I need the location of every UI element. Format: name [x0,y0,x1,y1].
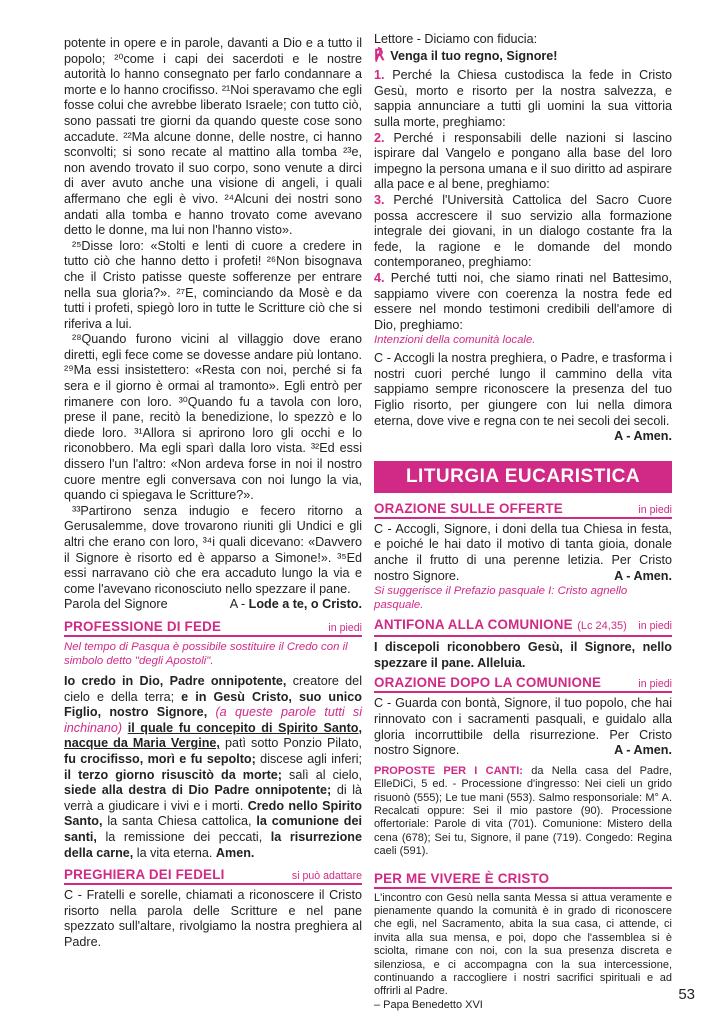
dopo-text: C - Guarda con bontà, Signore, il tuo popolo, che hai rinnovato con i sacramenti pasquali, e guidalo alla gloria incorruttibile della risurrezione. Per Cristo nostro Signore. [374,696,672,758]
section-title: ORAZIONE SULLE OFFERTE [374,500,563,516]
posture-note: in piedi [638,620,672,633]
credo-text: Io credo in Dio, Padre onnipotente, creatore del cielo e della terra; e in Gesù Cristo, suo unico Figlio, nostro Signore, (a queste parole tutti si inchinano) il quale fu concepito di Spirito Santo, nacque da Maria Vergine, patì sotto Ponzio Pilato, fu crocifisso, morì e fu sepolto; discese agli inferi; il terzo giorno risuscitò da morte; salì al cielo, siede alla destra di Dio Padre onnipotente; di là verrà a giudicare i vivi e i morti. Credo nello Spirito Santo, la santa Chiesa cattolica, la comunione dei santi, la remissione dei peccati, la risurrezione della carne, la vita eterna. Amen. [64,673,363,860]
section-title: ORAZIONE DOPO LA COMUNIONE [374,675,602,691]
dopo-comunione-heading [374,675,672,690]
parola-del-signore-row [64,597,362,613]
prefazio-note: Si suggerisce il Prefazio pasquale I: Cristo agnello pasquale. [374,585,628,612]
liturgia-eucaristica-banner: LITURGIA EUCARISTICA [374,461,672,493]
lettore-line: Lettore - Diciamo con fiducia: [374,32,538,46]
antifona-text: I discepoli riconobbero Gesù, il Signore, nello spezzare il pane. Alleluia. [374,640,672,670]
section-rule [374,691,672,693]
final-prayer: C - Accogli la nostra preghiera, o Padre, e trasforma i nostri cuori perché lungo il cammino della vita sappiamo sempre riconoscere la presenza del tuo Figlio risorto, per giungere con lui nella dimora eterna, dove vive e regna con te nei secoli dei secoli. [374,351,672,428]
section-rule [374,887,672,889]
intention-2: 2. Perché i responsabili delle nazioni si lascino ispirare dal Vangelo e pongano alla base del loro impegno la persona umana e il suo diritto ad aspirare alla pace e al bene, preghiamo: [374,130,672,192]
final-response: A - Amen. [614,429,672,444]
intention-3: 3. Perché l'Università Cattolica del Sacro Cuore possa accrescere il suo servizio alla formazione integrale dei giovani, in un dialogo costante fra la fede, la ragione e le domande del mondo contemporaneo, preghiamo: [374,192,673,270]
vivere-heading [374,871,672,886]
fedeli-heading [64,867,362,882]
posture-note: in piedi [638,503,672,516]
dopo-response: A - Amen. [614,743,672,758]
antifona-title-wrap: ANTIFONA ALLA COMUNIONE (Lc 24,35) [374,617,627,633]
intenzioni-note: Intenzioni della comunità locale. [374,334,536,347]
gospel-paragraph: ²⁸Quando furono vicini al villaggio dove erano diretti, egli fece come se dovesse andare più lontano. ²⁹Ma essi insistettero: «Resta con noi, perché si fa sera e il giorno è ormai al tramonto». Egli entrò per rimanere con loro. ³⁰Quando fu a tavola con loro, prese il pane, recitò la benedizione, lo spezzò e lo diede loro. ³¹Allora si aprirono loro gli occhi e lo riconobbero. Ma egli sparì dalla loro vista. ³²Ed essi dissero l'un l'altro: «Non ardeva forse in noi il nostro cuore mentre egli conversava con noi lungo la via, quando ci spiegava le Scritture?». [64,332,362,503]
offerte-heading [374,501,672,516]
professione-heading [64,619,362,634]
intention-4: 4. Perché tutti noi, che siamo rinati nel Battesimo, sappiamo vivere con coerenza la nostra fede ed essere nel mondo testimoni credibili dell'amore di Dio, preghiamo: [374,270,672,332]
vivere-author: – Papa Benedetto XVI [374,998,483,1011]
gospel-paragraph: ²⁵Disse loro: «Stolti e lenti di cuore a credere in tutto ciò che hanno detto i profeti! ²⁶Non bisognava che il Cristo patisse queste sofferenze per entrare nella sua gloria?». ²⁷E, cominciando da Mosè e da tutti i profeti, spiegò loro in tutte le Scritture ciò che si riferiva a lui. [64,238,362,331]
offerte-text: C - Accogli, Signore, i doni della tua Chiesa in festa, e poiché le hai dato il motivo di tanta gioia, donale anche il frutto di una perenne letizia. Per Cristo nostro Signore. [374,521,672,583]
intention-1: 1. Perché la Chiesa custodisca la fede in Cristo Gesù, morto e risorto per la nostra salvezza, e sappia annunciare a tutti gli uomini la sua vittoria sulla morte, preghiamo: [374,68,673,129]
section-rule [64,635,362,637]
section-rule [374,635,672,637]
adapt-note: si può adattare [291,870,362,883]
offerte-response: A - Amen. [614,568,672,583]
credo-intro-note: Nel tempo di Pasqua è possibile sostituire il Credo con il simbolo detto "degli Apostoli". [64,640,348,667]
posture-note: in piedi [638,678,672,691]
antifona-heading [374,616,672,634]
response-icon: ℟ [374,46,385,64]
section-title: PREGHIERA DEI FEDELI [64,867,225,883]
parola-response: A - Lode a te, o Cristo. [229,597,362,612]
right-column [374,32,672,1012]
section-rule [374,517,672,519]
fedeli-text: C - Fratelli e sorelle, chiamati a riconoscere il Cristo risorto nella parola delle Scritture e nel pane spezzato sull'altare, rivolgiamo la nostra preghiera al Padre. [64,888,362,949]
section-title: PROFESSIONE DI FEDE [64,618,222,634]
canti-proposals: PROPOSTE PER I CANTI: da Nella casa del Padre, ElleDiCi, 5 ed. - Processione d'ingresso: Nei cieli un grido risuonò (555); Le tue mani (553). Salmo responsoriale: M° A. Recalcati oppure: Sei il mio pastore (90). Processione offertoriale: Parole di vita (701). Comunione: Mistero della cena (678); Sei tu, Signore, il pane (719). Congedo: Regina caeli (591). [374,764,672,858]
section-title: PER ME VIVERE È CRISTO [374,870,550,886]
response-line: ℟ Venga il tuo regno, Signore! [374,46,558,64]
posture-note: in piedi [328,621,362,634]
gospel-paragraph: ³³Partirono senza indugio e fecero ritorno a Gerusalemme, dove trovarono riuniti gli Undici e gli altri che erano con loro, ³⁴i quali dicevano: «Davvero il Signore è risorto ed è apparso a Simone!». ³⁵Ed essi narravano ciò che era accaduto lungo la via e come l'avevano riconosciuto nello spezzare il pane. [64,503,362,596]
gospel-paragraph: potente in opere e in parole, davanti a Dio e a tutto il popolo; ²⁰come i capi dei sacerdoti e le nostre autorità lo hanno consegnato per farlo condannare a morte e lo hanno crocifisso. ²¹Noi speravamo che egli fosse colui che avrebbe liberato Israele; con tutto ciò, sono passati tre giorni da quando queste cose sono accadute. ²²Ma alcune donne, delle nostre, ci hanno sconvolti; si sono recate al mattino alla tomba ²³e, non avendo trovato il suo corpo, sono venute a dirci di aver avuto anche una visione di angeli, i quali affermano che egli è vivo. ²⁴Alcuni dei nostri sono andati alla tomba e hanno trovato come avevano detto le donne, ma lui non l'hanno visto». [64,36,362,238]
vivere-text: L'incontro con Gesù nella santa Messa si attua veramente e pienamente quando la comunità è in grado di riconoscere che egli, nel Sacramento, abita la sua casa, ci attende, ci invita alla sua mensa, e poi, dopo che l'assemblea si è sciolta, rimane con noi, con la sua presenza discreta e silenziosa, e ci accompagna con la sua intercessione, continuando a raccogliere i nostri sacrifici spirituali e ad offrirli al Padre. [374,891,672,998]
parola-label: Parola del Signore [64,597,168,612]
left-column [64,36,362,950]
section-rule [64,883,362,885]
page-number: 53 [678,986,695,1003]
